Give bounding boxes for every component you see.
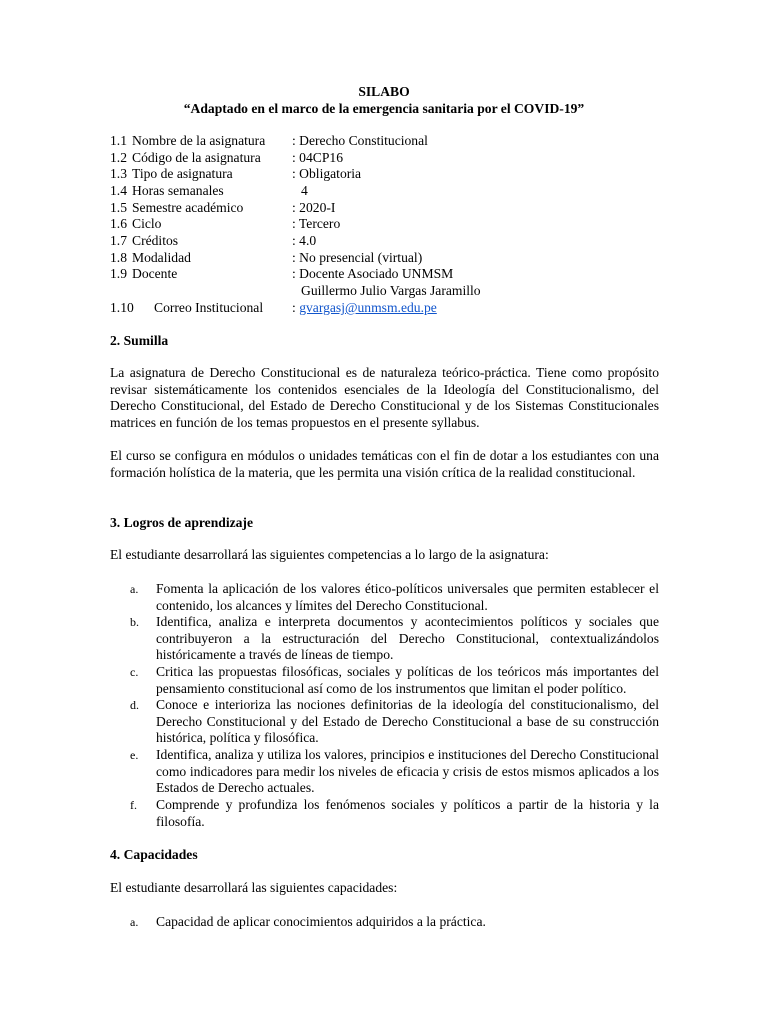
info-number: 1.3 bbox=[110, 166, 127, 181]
info-label: Tipo de asignatura bbox=[132, 166, 233, 181]
sumilla-paragraph-1 bbox=[110, 365, 659, 431]
capacidades-intro bbox=[110, 880, 659, 897]
info-number: 1.8 bbox=[110, 250, 127, 265]
paragraph-text: El curso se configura en módulos o unidades temáticas con el fin de dotar a los estudiantes con una formación holística de la materia, que les permita una visión crítica de la realidad constitucional. bbox=[110, 448, 659, 480]
list-text: Fomenta la aplicación de los valores ético-políticos universales que permiten establecer el contenido, los alcances y límites del Derecho Constitucional. bbox=[156, 581, 659, 613]
list-marker: e. bbox=[130, 748, 139, 762]
info-value: : Tercero bbox=[292, 216, 341, 231]
info-label: Docente bbox=[132, 266, 178, 281]
list-marker: d. bbox=[130, 698, 139, 712]
section-heading-capacidades: 4. Capacidades bbox=[110, 847, 198, 862]
info-value: : 2020-I bbox=[292, 200, 336, 215]
info-value: : Obligatoria bbox=[292, 166, 362, 181]
document-subtitle: “Adaptado en el marco de la emergencia sanitaria por el COVID-19” bbox=[183, 101, 585, 116]
logros-intro bbox=[110, 547, 659, 564]
list-marker: c. bbox=[130, 665, 139, 679]
list-text: Capacidad de aplicar conocimientos adquiridos a la práctica. bbox=[156, 914, 486, 929]
list-text: Conoce e interioriza las nociones definitorias de la ideología del constitucionalismo, del Derecho Constitucional y del Estado de Derecho Constitucional a base de su construcción histórica, política y filosófica. bbox=[156, 697, 659, 746]
paragraph-text: La asignatura de Derecho Constitucional es de naturaleza teórico-práctica. Tiene como propósito revisar sistemáticamente los contenidos esenciales de la Ideología del Constitucionalismo, del Derecho Constitucional, del Estado de Derecho Constitucional y de los Sistemas Constitucionales matrices en función de los temas propuestos en el presente syllabus. bbox=[110, 365, 659, 430]
list-text: Comprende y profundiza los fenómenos sociales y políticos a partir de la historia y la filosofía. bbox=[156, 797, 659, 829]
info-label: Créditos bbox=[132, 233, 179, 248]
info-value: : 04CP16 bbox=[292, 150, 343, 165]
document-title: SILABO bbox=[358, 84, 410, 99]
info-label: Semestre académico bbox=[132, 200, 244, 215]
paragraph-text: El estudiante desarrollará las siguientes competencias a lo largo de la asignatura: bbox=[110, 547, 549, 562]
info-label: Horas semanales bbox=[132, 183, 224, 198]
section-heading-sumilla: 2. Sumilla bbox=[110, 333, 169, 348]
info-value: : Derecho Constitucional bbox=[292, 133, 428, 148]
info-value: 4 bbox=[301, 183, 308, 198]
paragraph-text: El estudiante desarrollará las siguientes capacidades: bbox=[110, 880, 398, 895]
list-marker: a. bbox=[130, 582, 139, 596]
list-marker: f. bbox=[130, 798, 137, 812]
list-marker: b. bbox=[130, 615, 139, 629]
section-heading-logros: 3. Logros de aprendizaje bbox=[110, 515, 253, 530]
email-prefix: : bbox=[292, 300, 300, 315]
info-label: Ciclo bbox=[132, 216, 162, 231]
info-value: Guillermo Julio Vargas Jaramillo bbox=[301, 283, 481, 298]
list-marker: a. bbox=[130, 915, 139, 929]
info-number: 1.6 bbox=[110, 216, 127, 231]
info-number: 1.5 bbox=[110, 200, 127, 215]
info-label: Nombre de la asignatura bbox=[132, 133, 266, 148]
list-text: Critica las propuestas filosóficas, sociales y políticas de los teóricos más importantes del pensamiento constitucional así como de los instrumentos que limitan el poder político. bbox=[156, 664, 659, 696]
info-label: Correo Institucional bbox=[154, 300, 264, 315]
info-value: : No presencial (virtual) bbox=[292, 250, 423, 265]
info-number: 1.10 bbox=[110, 300, 134, 315]
info-number: 1.1 bbox=[110, 133, 127, 148]
info-number: 1.7 bbox=[110, 233, 127, 248]
list-text: Identifica, analiza e interpreta documentos y acontecimientos políticos y sociales que contribuyeron a la estructuración del Derecho Constitucional, contextualizándolos históricamente a través de líneas de tiempo. bbox=[156, 614, 659, 663]
list-text: Identifica, analiza y utiliza los valores, principios e instituciones del Derecho Constitucional como indicadores para medir los niveles de eficacia y crisis de estos mismos aplicados a los Estados de Derecho actuales. bbox=[156, 747, 659, 796]
info-number: 1.4 bbox=[110, 183, 127, 198]
info-number: 1.9 bbox=[110, 266, 127, 281]
info-label: Código de la asignatura bbox=[132, 150, 261, 165]
info-value: : 4.0 bbox=[292, 233, 317, 248]
info-label: Modalidad bbox=[132, 250, 191, 265]
email-link[interactable]: gvargasj@unmsm.edu.pe bbox=[299, 300, 437, 315]
info-value bbox=[292, 300, 437, 316]
info-value: : Docente Asociado UNMSM bbox=[292, 266, 454, 281]
sumilla-paragraph-2 bbox=[110, 448, 659, 481]
info-number: 1.2 bbox=[110, 150, 127, 165]
